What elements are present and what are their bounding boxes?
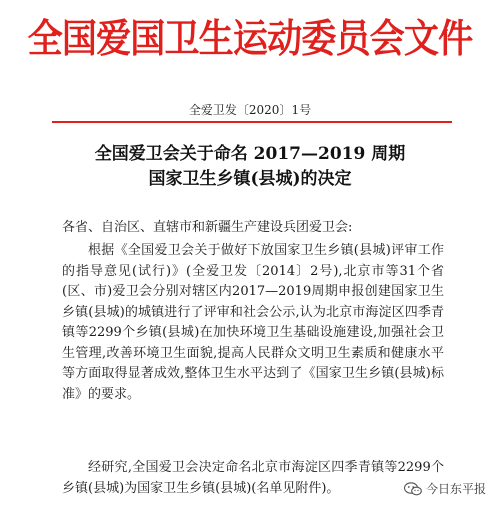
red-divider-line [52,121,452,123]
watermark-text: 今日东平报 [425,482,486,496]
document-title-line-1: 全国爱卫会关于命名 2017—2019 周期 [94,144,406,164]
body-paragraph-1: 根据《全国爱卫会关于做好下放国家卫生乡镇(县城)评审工作的指导意见(试行)》(全爱卫发〔2014〕2号),北京市等31个省(区、市)爱卫会分别对辖区内2017—2019周期申报创建国家卫生乡镇(县城)的城镇进行了评审和社会公示,认为北京市海淀区四季青镇等2299个乡镇(县城)在加快环境卫生基础设施建设,加强社会卫生管理,改善环境卫生面貌,提高人民群众文明卫生素质和健康水平等方面取得显著成效,整体卫生水平达到了《国家卫生乡镇(县城)标准》的要求。 [62,243,444,402]
document-number: 全爱卫发〔2020〕1号 [188,103,312,117]
body-paragraph-2: 经研究,全国爱卫会决定命名北京市海淀区四季青镇等2299个乡镇(县城)为国家卫生乡镇(县城)(名单见附件)。 [62,460,444,496]
salutation: 各省、自治区、直辖市和新疆生产建设兵团爱卫会: [62,220,353,235]
wechat-icon [404,482,422,496]
document-title-line-2: 国家卫生乡镇(县城)的决定 [148,169,352,189]
letterhead-title: 全国爱国卫生运动委员会文件 [27,17,473,62]
source-watermark [400,479,490,498]
